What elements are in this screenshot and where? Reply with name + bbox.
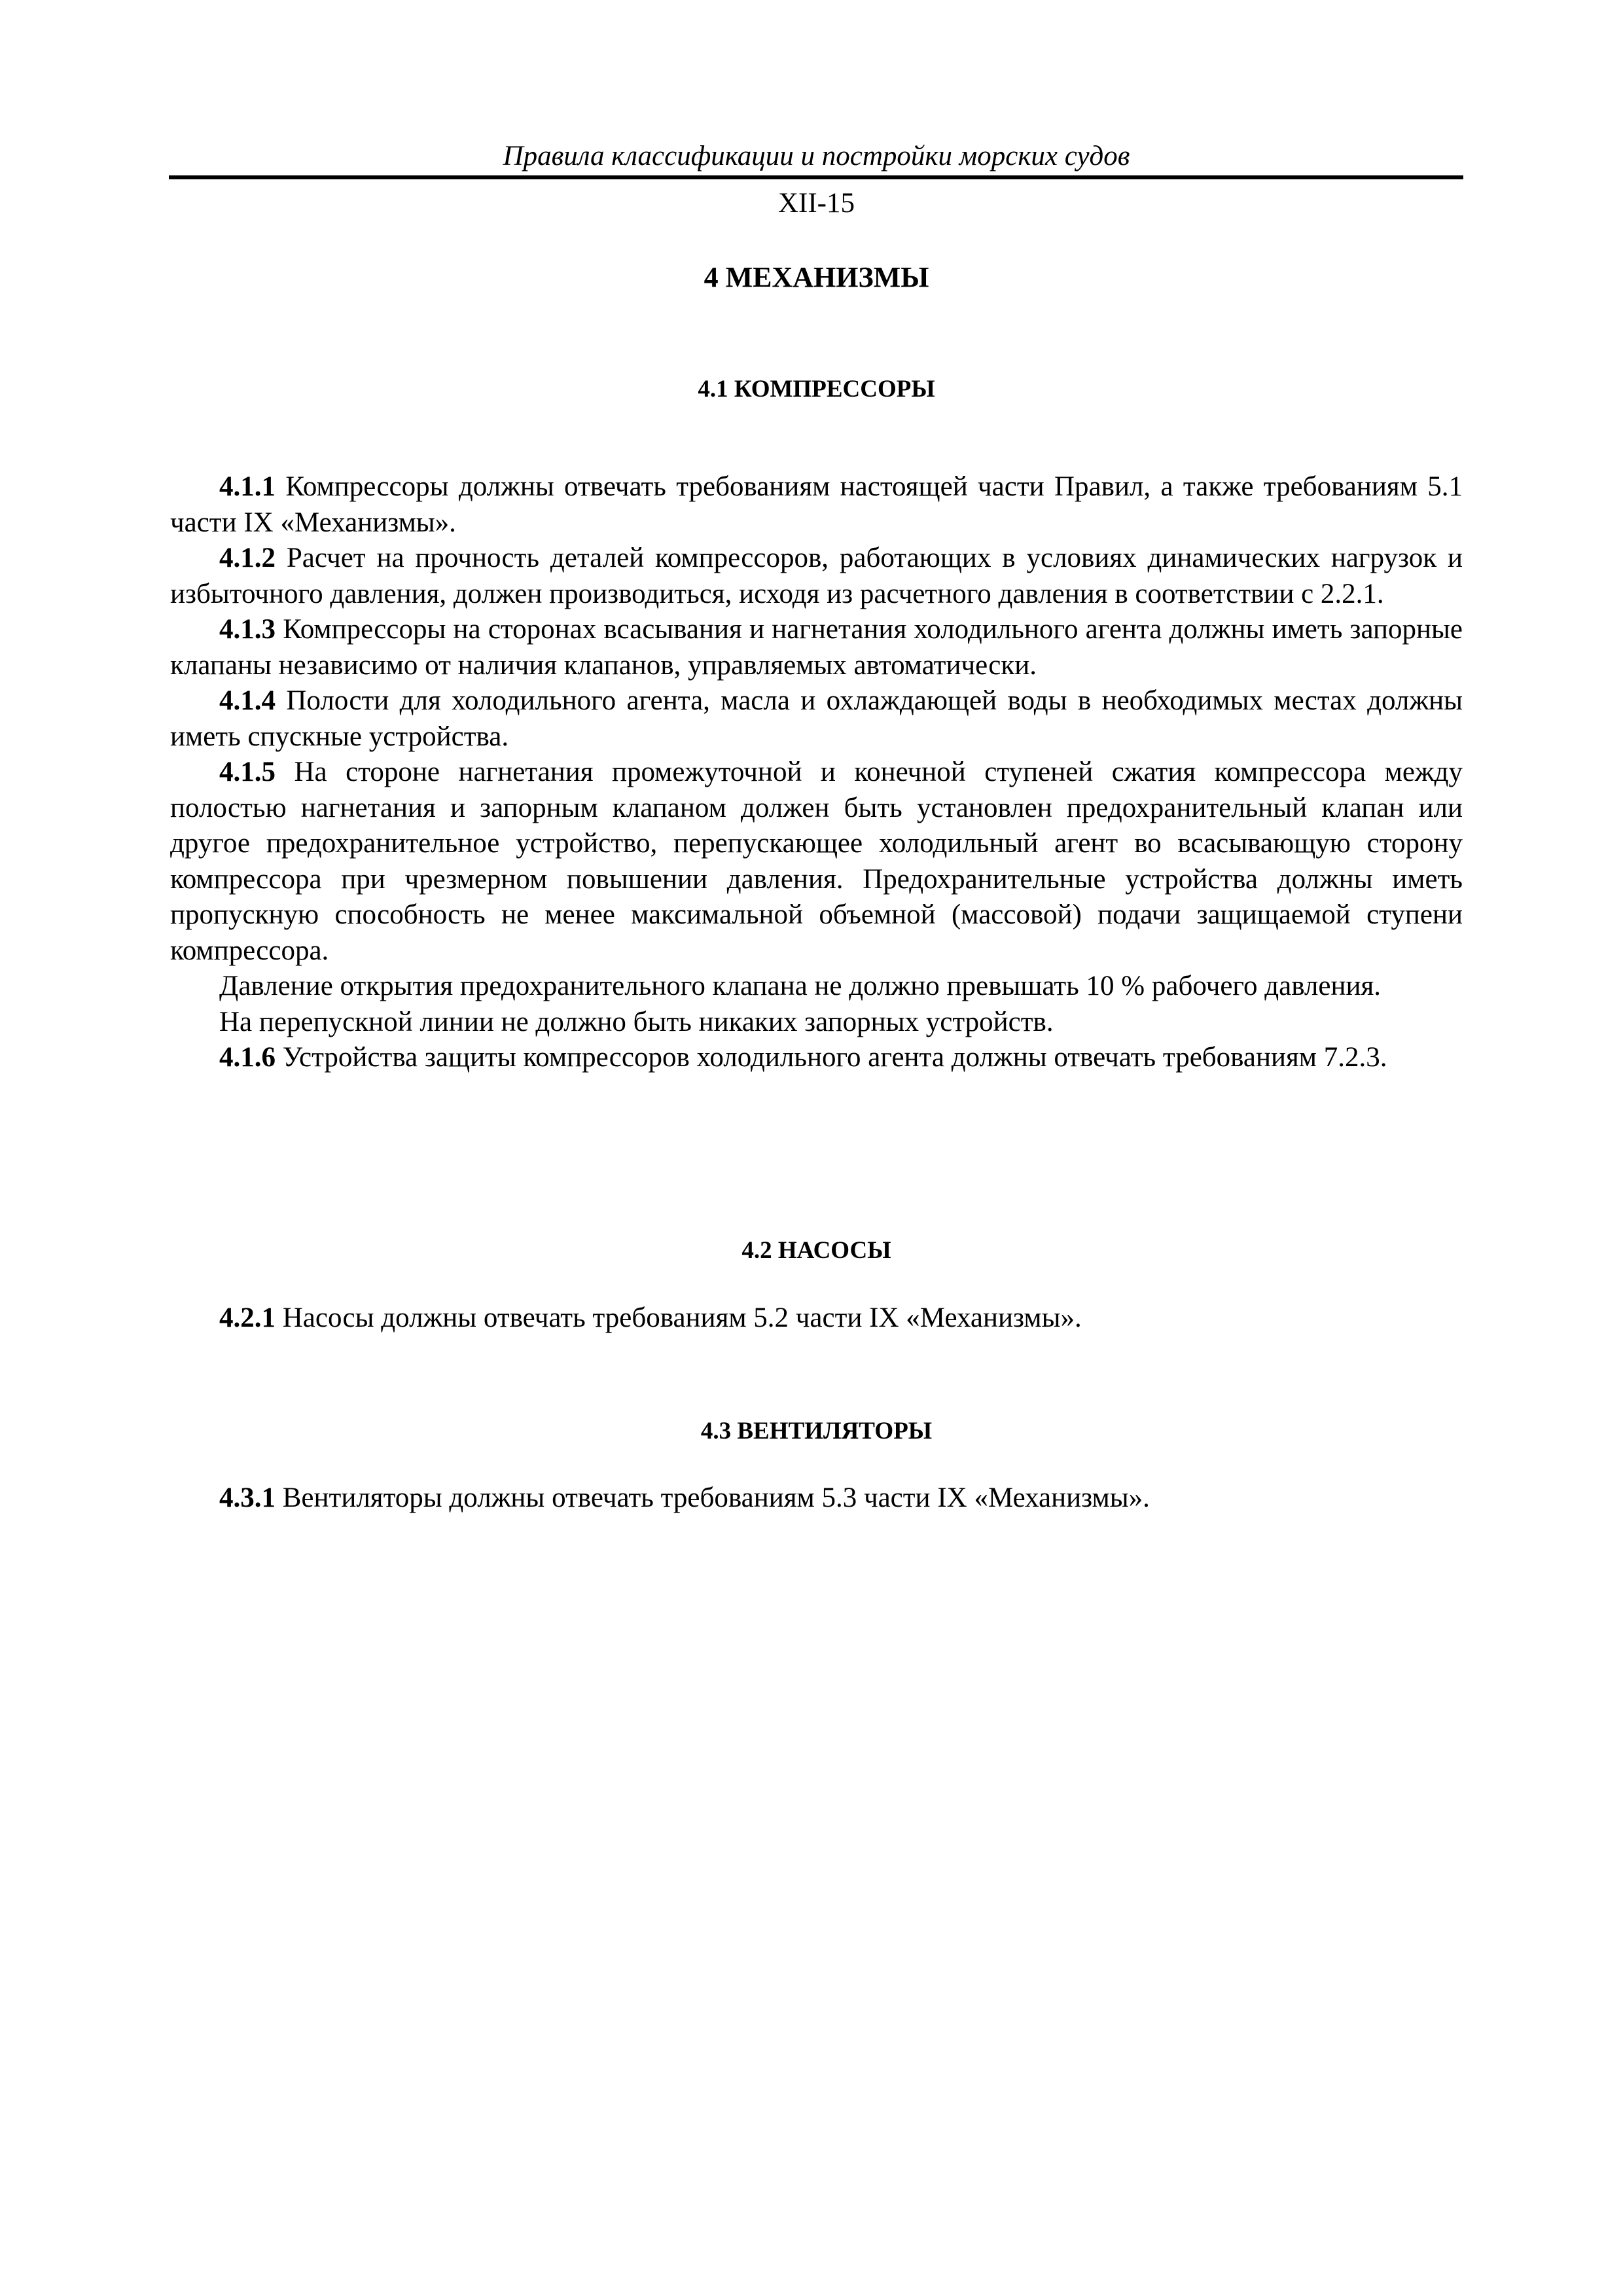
running-header-title: Правила классификации и постройки морских судов [503, 141, 1130, 171]
paragraph-text: Устройства защиты компрессоров холодильного агента должны отвечать требованиям 7.2.3. [276, 1042, 1387, 1073]
paragraph-text: Компрессоры на сторонах всасывания и нагнетания холодильного агента должны иметь запорные клапаны независимо от наличия клапанов, управляемых автоматически. [170, 614, 1463, 681]
paragraph-number: 4.1.3 [219, 614, 276, 645]
paragraph-text: Насосы должны отвечать требованиям 5.2 части IX «Механизмы». [276, 1302, 1082, 1333]
paragraph-number: 4.1.6 [219, 1042, 276, 1073]
paragraph-number: 4.1.5 [219, 757, 276, 787]
section-body-compressors [170, 469, 1463, 1076]
paragraph-text: Вентиляторы должны отвечать требованиям 5.3 части IX «Механизмы». [276, 1482, 1150, 1513]
paragraph-text: На стороне нагнетания промежуточной и конечной ступеней сжатия компрессора между полостью нагнетания и запорным клапаном должен быть установлен предохранительный клапан или другое предохранительное устройство, перепускающее холодильный агент во всасывающую сторону компрессора при чрезмерном повышении давления. Предохранительные устройства должны иметь пропускную способность не менее максимальной объемной (массовой) подачи защищаемой ступени компрессора. [170, 757, 1463, 966]
section-body-pumps [170, 1300, 1463, 1336]
paragraph-text: Компрессоры должны отвечать требованиям настоящей части Правил, а также требованиям 5.1 части IX «Механизмы». [170, 471, 1463, 538]
paragraph-4-2-1 [170, 1300, 1463, 1336]
section-title-fans: 4.3 ВЕНТИЛЯТОРЫ [700, 1418, 933, 1444]
paragraph-text: Расчет на прочность деталей компрессоров, работающих в условиях динамических нагрузок и избыточного давления, должен производиться, исходя из расчетного давления в соответствии с 2.2.1. [170, 543, 1463, 609]
paragraph-number: 4.1.1 [219, 471, 276, 502]
section-title-pumps: 4.2 НАСОСЫ [741, 1237, 891, 1264]
paragraph-4-1-3 [170, 612, 1463, 683]
paragraph-number: 4.2.1 [219, 1302, 276, 1333]
paragraph-4-1-4 [170, 683, 1463, 755]
paragraph-number: 4.1.2 [219, 543, 276, 573]
paragraph-relief-pressure [170, 969, 1463, 1005]
header-rule [169, 175, 1463, 179]
page-number: XII-15 [777, 188, 855, 219]
paragraph-4-1-5 [170, 755, 1463, 969]
section-title-compressors: 4.1 КОМПРЕССОРЫ [698, 376, 935, 403]
paragraph-number: 4.1.4 [219, 685, 276, 716]
paragraph-text: На перепускной линии не должно быть никаких запорных устройств. [219, 1006, 1054, 1037]
chapter-title: 4 МЕХАНИЗМЫ [704, 261, 929, 293]
paragraph-number: 4.3.1 [219, 1482, 276, 1513]
paragraph-4-1-2 [170, 541, 1463, 612]
paragraph-text: Давление открытия предохранительного клапана не должно превышать 10 % рабочего давления. [219, 971, 1382, 1001]
paragraph-text: Полости для холодильного агента, масла и охлаждающей воды в необходимых местах должны иметь спускные устройства. [170, 685, 1463, 752]
section-body-fans [170, 1480, 1463, 1516]
paragraph-4-1-1 [170, 469, 1463, 541]
paragraph-4-3-1 [170, 1480, 1463, 1516]
paragraph-bypass-line [170, 1005, 1463, 1041]
paragraph-4-1-6 [170, 1040, 1463, 1076]
